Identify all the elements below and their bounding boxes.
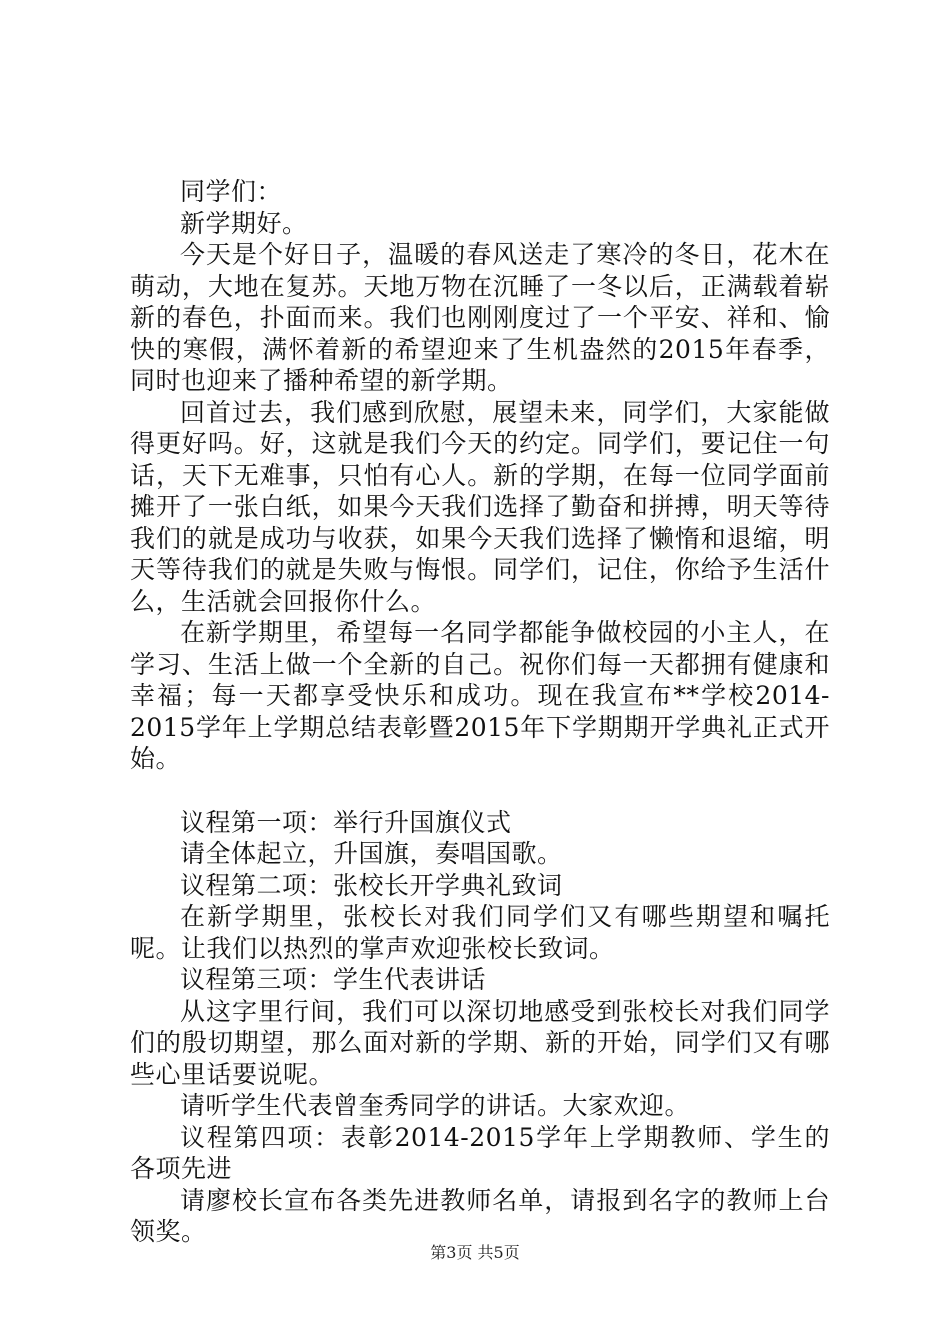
salutation: 同学们： xyxy=(180,177,283,206)
agenda-item-4: 议程第四项：表彰2014-2015学年上学期教师、学生的各项先进 xyxy=(130,1122,830,1183)
agenda-item-3: 议程第三项：学生代表讲话 xyxy=(180,965,487,994)
agenda-item-1: 议程第一项：举行升国旗仪式 xyxy=(180,807,512,837)
paragraph: 请全体起立，升国旗，奏唱国歌。 xyxy=(180,839,563,868)
page-number-footer: 第3页 共5页 xyxy=(430,1243,520,1262)
paragraph: 在新学期里，张校长对我们同学们又有哪些期望和嘱托呢。让我们以热烈的掌声欢迎张校长致词。 xyxy=(130,902,830,963)
paragraph: 从这字里行间，我们可以深切地感受到张校长对我们同学们的殷切期望，那么面对新的学期、新的开始，同学们又有哪些心里话要说呢。 xyxy=(130,996,830,1089)
paragraph: 请廖校长宣布各类先进教师名单，请报到名字的教师上台领奖。 xyxy=(130,1185,830,1246)
greeting: 新学期好。 xyxy=(180,208,308,238)
paragraph: 请听学生代表曾奎秀同学的讲话。大家欢迎。 xyxy=(180,1091,691,1120)
paragraph: 回首过去，我们感到欣慰，展望未来，同学们，大家能做得更好吗。好，这就是我们今天的约定。同学们，要记住一句话，天下无难事，只怕有心人。新的学期，在每一位同学面前摊开了一张白纸，如果今天我们选择了勤奋和拼搏，明天等待我们的就是成功与收获，如果今天我们选择了懒惰和退缩，明天等待我们的就是失败与悔恨。同学们，记住，你给予生活什么，生活就会回报你什么。 xyxy=(130,397,830,616)
agenda-item-2: 议程第二项：张校长开学典礼致词 xyxy=(180,870,563,900)
paragraph: 在新学期里，希望每一名同学都能争做校园的小主人，在学习、生活上做一个全新的自己。祝你们每一天都拥有健康和幸福；每一天都享受快乐和成功。现在我宣布**学校2014-2015学年上学期总结表彰暨2015年下学期期开学典礼正式开始。 xyxy=(130,618,830,773)
document-body xyxy=(130,176,830,1248)
paragraph: 今天是个好日子，温暖的春风送走了寒冷的冬日，花木在萌动，大地在复苏。天地万物在沉睡了一冬以后，正满载着崭新的春色，扑面而来。我们也刚刚度过了一个平安、祥和、愉快的寒假，满怀着新的希望迎来了生机盎然的2015年春季，同时也迎来了播种希望的新学期。 xyxy=(130,240,830,395)
